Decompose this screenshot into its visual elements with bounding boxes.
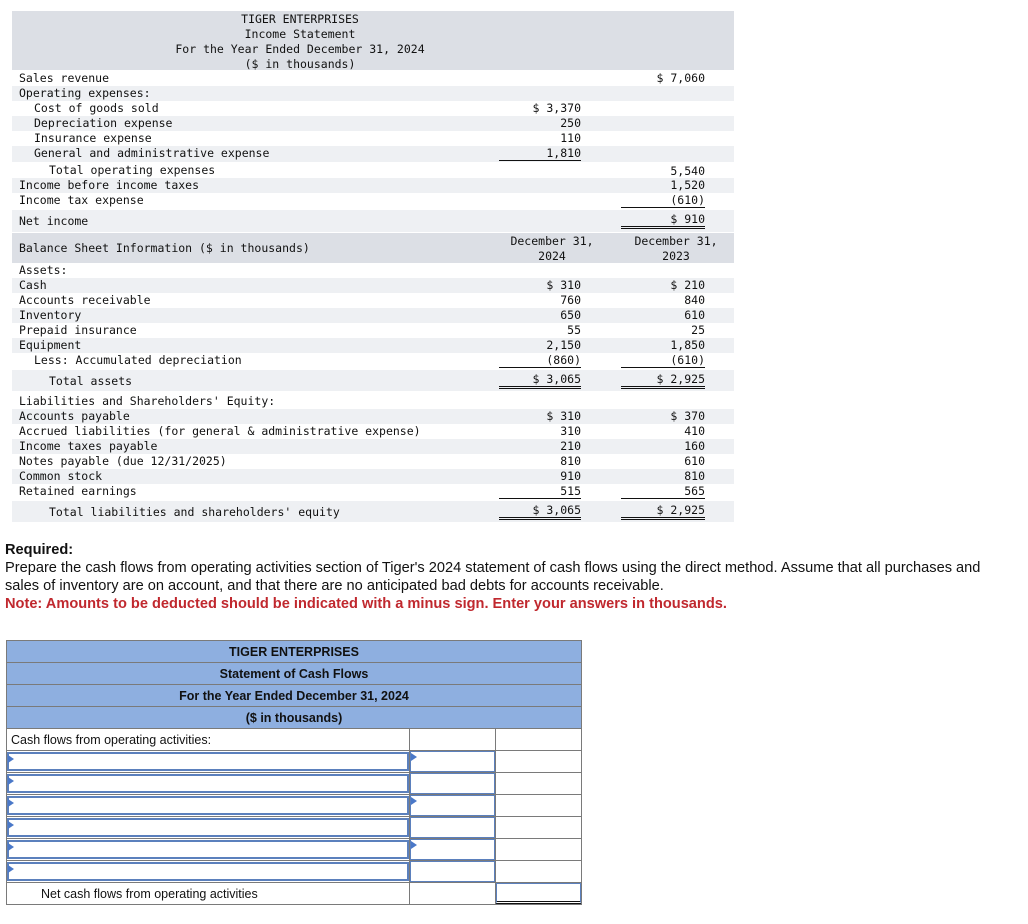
- col-2023: December 31, 2023: [634, 234, 718, 263]
- col-2024: December 31, 2024: [510, 234, 594, 263]
- empty-cell: [410, 729, 496, 751]
- bs-section-label: Liabilities and Shareholders' Equity:: [19, 394, 276, 408]
- dropdown-arrow-icon: [411, 753, 417, 761]
- line-item-dropdown[interactable]: [7, 795, 410, 817]
- bs-row: Inventory 650 610: [12, 308, 734, 323]
- line-item-dropdown[interactable]: [7, 751, 410, 773]
- financial-data-panel: [12, 11, 734, 519]
- bs-row: Accounts receivable 760 840: [19, 293, 705, 307]
- is-row: Income before income taxes 1,520: [12, 178, 734, 193]
- section-label: Cash flows from operating activities:: [7, 729, 410, 751]
- statement-title: Income Statement: [244, 27, 356, 41]
- is-row: General and administrative expense 1,810: [12, 146, 734, 162]
- bs-total-row: Total liabilities and shareholders' equity $ 3,065 $ 2,925: [12, 501, 734, 522]
- form-title: Statement of Cash Flows: [7, 663, 582, 685]
- balance-sheet-header: Balance Sheet Information ($ in thousands) December 31, 2024 December 31, 2023: [12, 233, 734, 263]
- company-name: TIGER ENTERPRISES: [241, 12, 359, 26]
- empty-cell: [496, 861, 582, 883]
- required-text: Prepare the cash flows from operating activities section of Tiger's 2024 statement of cash flows using the direct method. Assume that all purchases and sales of inventory are on account, and that there are no anticipated bad debts for accounts receivable.: [5, 560, 981, 594]
- amount-input[interactable]: [410, 773, 496, 795]
- bs-section-label: Assets:: [19, 263, 68, 277]
- bs-row: Accounts payable $ 310 $ 370: [12, 409, 734, 424]
- amount-input[interactable]: [410, 751, 496, 773]
- dropdown-arrow-icon: [411, 797, 417, 805]
- form-period: For the Year Ended December 31, 2024: [7, 685, 582, 707]
- line-item-dropdown[interactable]: [7, 861, 410, 883]
- dropdown-arrow-icon: [8, 843, 14, 851]
- empty-cell: [496, 795, 582, 817]
- dropdown-arrow-icon: [8, 821, 14, 829]
- bs-row: Less: Accumulated depreciation (860) (610): [34, 353, 705, 367]
- bs-row: Retained earnings 515 565: [19, 484, 705, 498]
- form-units: ($ in thousands): [7, 707, 582, 729]
- income-statement-header: [12, 11, 734, 70]
- required-note: Note: Amounts to be deducted should be indicated with a minus sign. Enter your answers in thousands.: [5, 596, 727, 612]
- net-cash-input[interactable]: [496, 883, 582, 905]
- required-title: Required:: [5, 542, 74, 558]
- amount-input[interactable]: [410, 839, 496, 861]
- bs-row: Prepaid insurance 55 25: [19, 323, 705, 337]
- cash-flow-form: [6, 640, 582, 905]
- line-item-dropdown[interactable]: [7, 839, 410, 861]
- amount-input[interactable]: [410, 861, 496, 883]
- empty-cell: [496, 729, 582, 751]
- empty-cell: [496, 773, 582, 795]
- dropdown-arrow-icon: [8, 865, 14, 873]
- line-item-dropdown[interactable]: [7, 817, 410, 839]
- statement-units: ($ in thousands): [244, 57, 356, 71]
- required-instructions: [5, 541, 1015, 613]
- amount-input[interactable]: [410, 817, 496, 839]
- bs-total-row: Total assets $ 3,065 $ 2,925: [12, 370, 734, 391]
- empty-cell: [496, 839, 582, 861]
- is-row: Sales revenue $ 7,060: [19, 71, 705, 85]
- is-row: Insurance expense 110: [34, 131, 581, 145]
- bs-row: Equipment 2,150 1,850: [12, 338, 734, 353]
- line-item-dropdown[interactable]: [7, 773, 410, 795]
- is-row: Depreciation expense 250: [12, 116, 734, 131]
- bs-row: Accrued liabilities (for general & administrative expense) 310 410: [19, 424, 705, 438]
- bs-row: Notes payable (due 12/31/2025) 810 610: [19, 454, 705, 468]
- empty-cell: [496, 751, 582, 773]
- bs-row: Income taxes payable 210 160: [12, 439, 734, 454]
- form-company: TIGER ENTERPRISES: [7, 641, 582, 663]
- is-row: Income tax expense (610): [19, 193, 705, 207]
- dropdown-arrow-icon: [411, 841, 417, 849]
- is-row: Net income $ 910: [12, 210, 734, 232]
- amount-input[interactable]: [410, 795, 496, 817]
- dropdown-arrow-icon: [8, 755, 14, 763]
- is-row: Operating expenses:: [12, 86, 734, 101]
- is-row: Cost of goods sold $ 3,370: [34, 101, 581, 115]
- bs-row: Cash $ 310 $ 210: [12, 278, 734, 293]
- statement-period: For the Year Ended December 31, 2024: [175, 42, 425, 56]
- is-row: Total operating expenses 5,540: [49, 163, 705, 178]
- empty-cell: [410, 883, 496, 905]
- bs-row: Common stock 910 810: [12, 469, 734, 484]
- empty-cell: [496, 817, 582, 839]
- dropdown-arrow-icon: [8, 799, 14, 807]
- net-cash-label: Net cash flows from operating activities: [7, 883, 410, 905]
- dropdown-arrow-icon: [8, 777, 14, 785]
